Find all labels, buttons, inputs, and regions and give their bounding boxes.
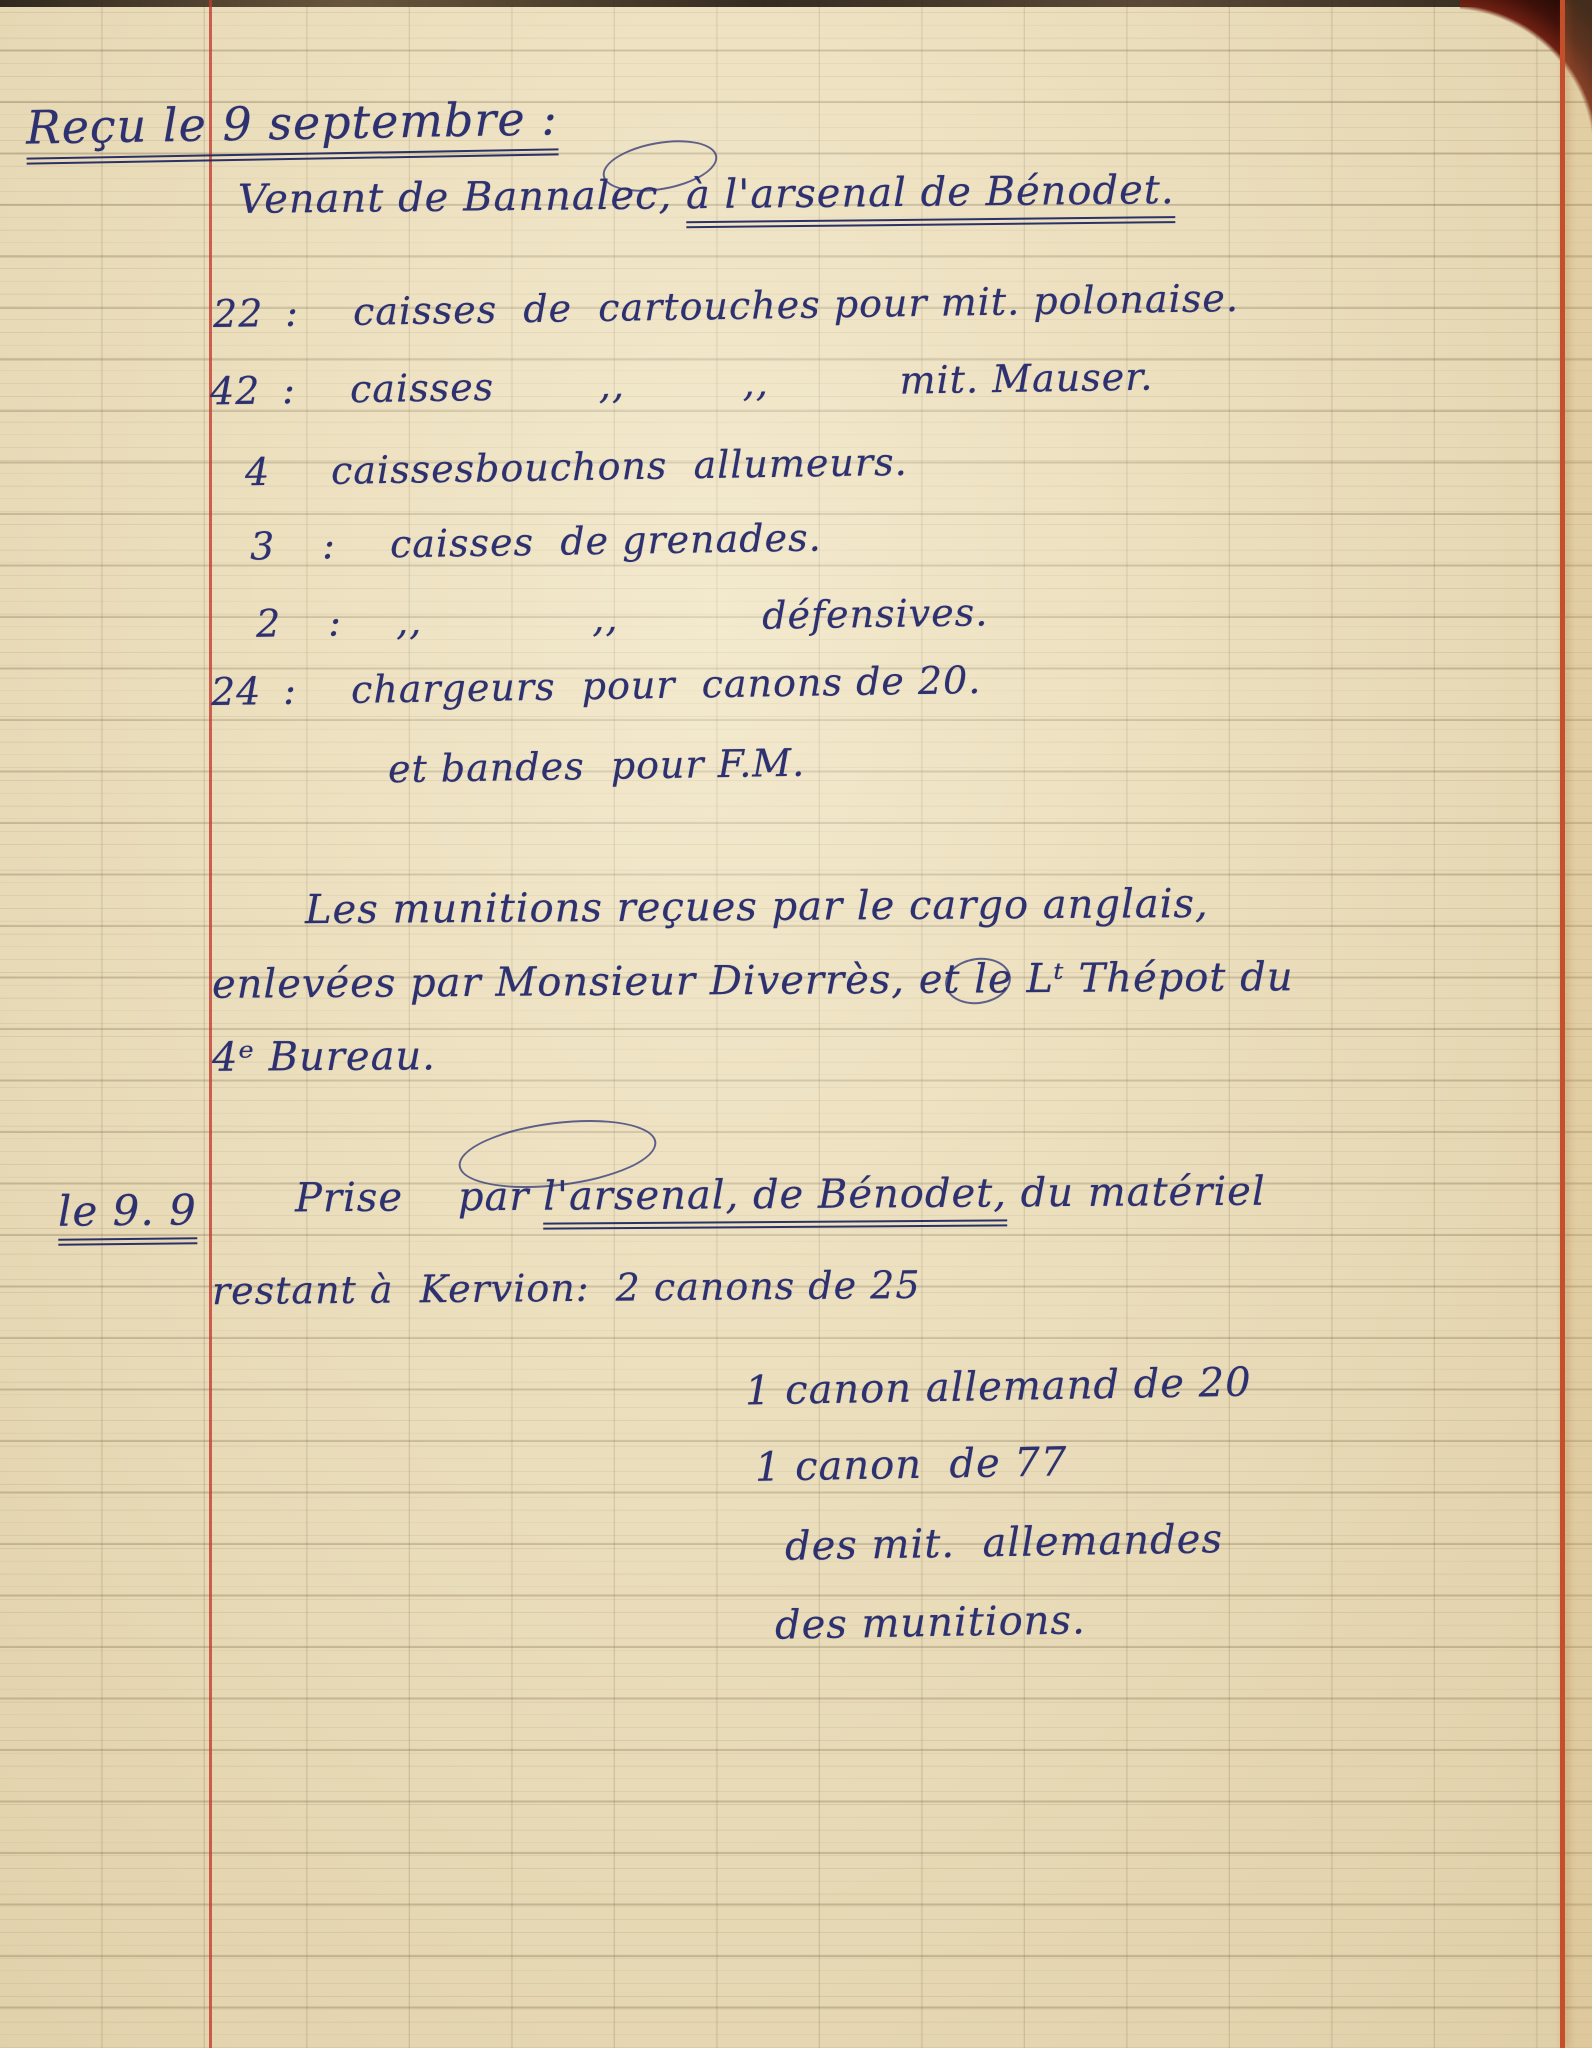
received-item-row [213,276,1239,336]
material-line: 1 canon de 77 [754,1439,1068,1491]
item-qty: 24 [210,669,262,715]
material-line: 1 canon allemand de 20 [744,1359,1252,1415]
entry2-line-1 [295,1169,1266,1222]
entry1-heading-text: Reçu le 9 septembre : [26,91,559,164]
item-desc: et bandes pour F.M. [387,740,806,792]
material-line: des munitions. [774,1597,1087,1649]
notebook-top-edge [0,0,1592,7]
entry2-line1-post: du matériel [1006,1168,1266,1217]
item-colon: : [281,368,297,413]
item-desc: caissesbouchons allumeurs. [330,439,909,493]
item-qty: 4 [244,449,271,495]
received-item-row [256,590,989,645]
item-desc: caisses de grenades. [389,515,822,567]
item-desc: caisses de cartouches pour mit. polonaise. [352,275,1240,334]
material-line: des mit. allemandes [784,1516,1224,1570]
entry1-origin-line [238,167,1175,223]
page-right-strip [1565,0,1592,2048]
received-item-row [250,516,822,569]
item-qty: 22 [212,291,264,337]
red-margin-line [209,0,212,2048]
origin-pre: Venant de Bannalec, [237,172,687,223]
received-item-row [245,440,908,494]
item-desc: ,, ,, défensives. [395,590,989,644]
item-colon: : [284,290,300,335]
item-colon: : [321,523,337,568]
item-qty: 42 [209,368,261,414]
note-line-3: 4ᵉ Bureau. [211,1033,437,1081]
entry1-heading [26,91,559,154]
entry2-line-2: restant à Kervion: 2 canons de 25 [211,1262,921,1314]
item-qty: 3 [249,524,276,569]
received-item-row [211,658,982,714]
note-line-1: Les munitions reçues par le cargo anglais, [304,880,1209,934]
item-colon: : [327,600,343,645]
entry2-line1-pre: Prise par [294,1173,544,1222]
note-line-2: enlevées par Monsieur Diverrès, et le Lᵗ Thépot du [211,954,1294,1008]
entry2-date [58,1185,197,1235]
received-item-row [388,741,806,792]
item-colon: : [282,668,298,713]
item-qty: 2 [255,601,282,646]
origin-underlined: à l'arsenal de Bénodet. [686,167,1175,228]
entry2-line1-underlined: l'arsenal, de Bénodet, [543,1170,1007,1229]
entry2-date-text: le 9. 9 [58,1185,197,1245]
received-item-row [210,355,1154,414]
item-desc: caisses ,, ,, mit. Mauser. [349,354,1154,412]
item-desc: chargeurs pour canons de 20. [350,657,982,712]
